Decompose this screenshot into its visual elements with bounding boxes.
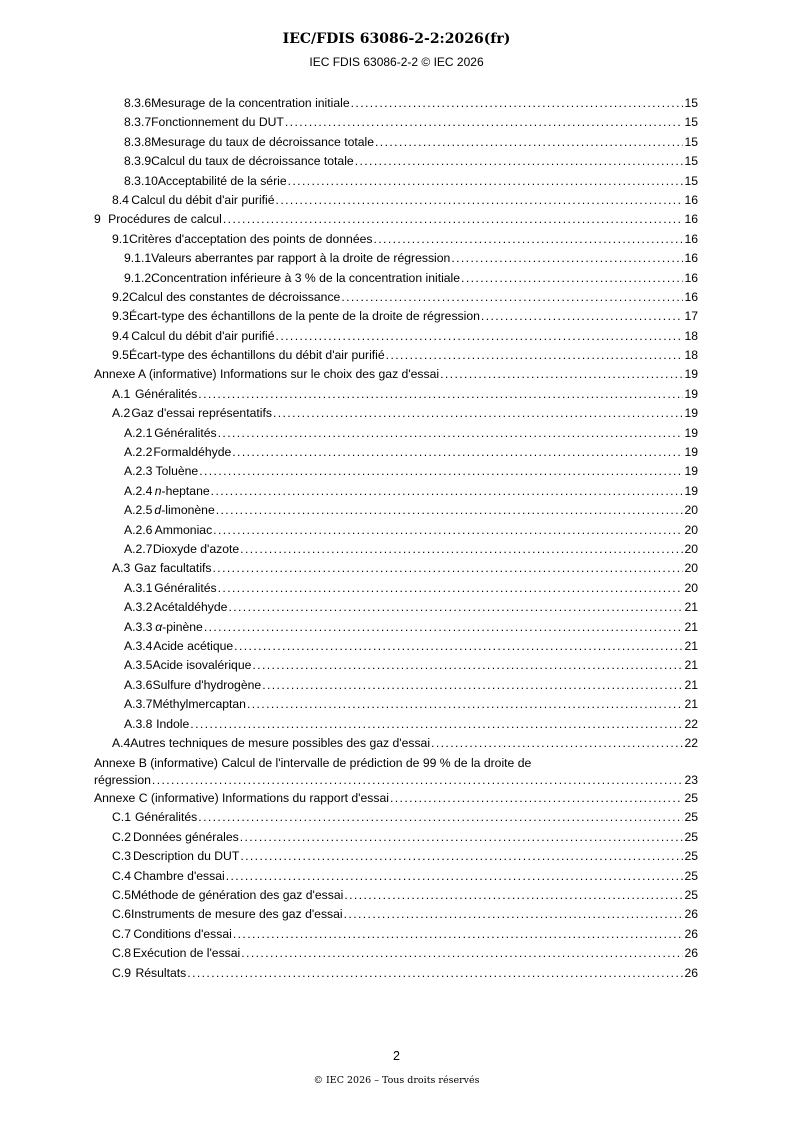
toc-entry[interactable] xyxy=(94,847,698,866)
toc-entry[interactable] xyxy=(94,598,698,617)
toc-dot-leader xyxy=(226,867,684,886)
toc-entry-title: Mesurage du taux de décroissance totale xyxy=(151,134,375,149)
toc-entry-title: Mesurage de la concentration initiale xyxy=(151,96,350,110)
toc-entry-page: 21 xyxy=(684,658,698,673)
page-number: 2 xyxy=(393,1049,400,1063)
toc-entry-title: Méthode de génération des gaz d'essai xyxy=(130,888,344,903)
toc-entry-title-continued: régression xyxy=(94,772,151,787)
toc-dot-leader xyxy=(252,656,683,675)
toc-entry[interactable] xyxy=(94,307,698,326)
toc-entry-title: Dioxyde d'azote xyxy=(152,541,240,556)
toc-entry-page: 20 xyxy=(684,580,698,595)
toc-entry[interactable] xyxy=(94,695,698,714)
toc-entry-page: 16 xyxy=(684,212,698,227)
toc-entry[interactable] xyxy=(94,540,698,559)
toc-entry-page: 22 xyxy=(684,716,698,731)
toc-entry-number: A.3.6 xyxy=(124,677,153,692)
toc-entry-number: A.3.8 xyxy=(124,716,153,731)
document-id-header: IEC/FDIS 63086-2-2:2026(fr) xyxy=(282,31,511,47)
toc-dot-leader xyxy=(152,772,684,788)
toc-dot-leader xyxy=(247,695,683,714)
toc-entry[interactable] xyxy=(94,808,698,827)
toc-entry-page: 18 xyxy=(684,348,698,363)
toc-entry-number: 9.2 xyxy=(112,289,129,304)
toc-entry[interactable] xyxy=(94,94,698,113)
table-of-contents xyxy=(94,94,698,983)
toc-entry-title: Toluène xyxy=(155,464,199,479)
toc-entry-page: 19 xyxy=(684,425,698,440)
toc-entry-number: A.2.1 xyxy=(124,425,153,440)
toc-entry-title: Sulfure d'hydrogène xyxy=(152,677,262,692)
toc-entry[interactable] xyxy=(94,618,698,637)
toc-entry-title: Description du DUT xyxy=(132,849,240,864)
toc-entry[interactable] xyxy=(94,656,698,675)
toc-entry-page: 25 xyxy=(684,810,698,825)
toc-dot-leader xyxy=(199,462,683,481)
toc-entry-number: 8.3.8 xyxy=(124,134,152,149)
toc-entry[interactable] xyxy=(94,269,698,288)
toc-entry-page: 15 xyxy=(684,134,698,149)
toc-dot-leader xyxy=(431,734,683,753)
toc-dot-leader xyxy=(223,210,684,229)
toc-entry-title: Calcul du débit d'air purifié xyxy=(131,192,275,207)
toc-dot-leader xyxy=(341,288,683,307)
toc-entry-title: Exécution de l'essai xyxy=(132,946,241,961)
toc-entry-number: A.3 xyxy=(112,561,131,576)
toc-entry-number: C.3 xyxy=(112,849,131,864)
toc-entry-page: 25 xyxy=(684,849,698,864)
toc-entry[interactable] xyxy=(94,755,698,788)
toc-dot-leader xyxy=(241,944,683,963)
toc-dot-leader xyxy=(276,191,684,210)
toc-entry-page: 16 xyxy=(684,289,698,304)
toc-dot-leader xyxy=(232,443,683,462)
toc-entry[interactable] xyxy=(94,462,698,481)
toc-entry[interactable] xyxy=(94,113,698,132)
toc-dot-leader xyxy=(233,925,684,944)
toc-entry-number: A.2.6 xyxy=(124,522,153,537)
toc-entry-page: 26 xyxy=(684,965,698,980)
toc-entry-number: A.1 xyxy=(112,386,131,401)
toc-entry[interactable] xyxy=(94,152,698,171)
toc-entry[interactable] xyxy=(94,385,698,404)
toc-entry[interactable] xyxy=(94,365,698,384)
toc-dot-leader xyxy=(240,828,684,847)
toc-entry-number: A.2.4 xyxy=(124,483,153,498)
toc-dot-leader xyxy=(355,152,684,171)
italic-prefix: α xyxy=(155,619,163,634)
toc-entry-number: A.2.2 xyxy=(124,445,153,460)
toc-entry-number: 9.1.2 xyxy=(124,270,152,285)
toc-dot-leader xyxy=(285,113,684,132)
toc-entry-title: n-heptane xyxy=(154,483,210,498)
toc-dot-leader xyxy=(351,94,684,113)
toc-entry-page: 20 xyxy=(684,503,698,518)
toc-entry-title: Indole xyxy=(156,716,190,731)
toc-entry-page: 26 xyxy=(684,946,698,961)
toc-dot-leader xyxy=(262,676,683,695)
toc-entry-title: Procédures de calcul xyxy=(108,212,222,227)
toc-entry[interactable] xyxy=(94,443,698,462)
toc-dot-leader xyxy=(187,964,683,983)
toc-entry-number: 8.3.6 xyxy=(124,96,152,110)
toc-entry-page: 25 xyxy=(684,829,698,844)
toc-entry-title: Annexe A (informative) Informations sur le choix des gaz d'essai xyxy=(94,367,440,382)
toc-dot-leader xyxy=(461,269,683,288)
toc-entry-number: A.3.2 xyxy=(124,600,153,615)
toc-entry-number: C.4 xyxy=(112,868,131,883)
toc-entry-number: 9.3 xyxy=(112,309,129,324)
toc-entry[interactable] xyxy=(94,404,698,423)
toc-entry[interactable] xyxy=(94,133,698,152)
toc-entry-page: 19 xyxy=(684,386,698,401)
toc-entry-number: A.3.5 xyxy=(124,658,153,673)
toc-entry-number: 9.4 xyxy=(112,328,129,343)
toc-entry-number: A.2.5 xyxy=(124,503,153,518)
toc-entry-number: A.2 xyxy=(112,406,131,421)
toc-entry-number: C.9 xyxy=(112,965,131,980)
toc-entry-title: Généralités xyxy=(134,386,198,401)
italic-prefix: d xyxy=(154,503,162,518)
toc-dot-leader xyxy=(386,346,684,365)
toc-entry-number: A.2.3 xyxy=(124,464,153,479)
toc-dot-leader xyxy=(190,715,683,734)
toc-entry[interactable] xyxy=(94,501,698,520)
toc-entry-title: α-pinène xyxy=(155,619,203,634)
toc-entry-page: 21 xyxy=(684,638,698,653)
toc-entry-title: Généralités xyxy=(154,580,217,595)
toc-entry-title: Concentration inférieure à 3 % de la concentration initiale xyxy=(151,270,461,285)
toc-dot-leader xyxy=(375,133,683,152)
toc-entry-page: 19 xyxy=(684,445,698,460)
toc-entry-number: A.3.1 xyxy=(124,580,153,595)
toc-entry-page: 16 xyxy=(684,192,698,207)
toc-entry[interactable] xyxy=(94,327,698,346)
copyright-footer: © IEC 2026 – Tous droits réservés xyxy=(313,1075,480,1086)
toc-entry-title: Critères d'acceptation des points de données xyxy=(128,231,373,246)
toc-entry-title: Acétaldéhyde xyxy=(153,600,228,615)
toc-entry-title: Calcul du débit d'air purifié xyxy=(131,328,275,343)
toc-entry-number: A.3.3 xyxy=(124,619,153,634)
toc-entry-number: A.3.7 xyxy=(124,697,153,712)
toc-entry-number: C.1 xyxy=(112,810,131,825)
toc-entry[interactable] xyxy=(94,637,698,656)
toc-entry-page: 19 xyxy=(684,483,698,498)
toc-entry[interactable] xyxy=(94,249,698,268)
toc-entry-title: Formaldéhyde xyxy=(153,445,232,460)
toc-entry-title: Généralités xyxy=(154,425,217,440)
toc-entry[interactable] xyxy=(94,172,698,191)
toc-entry-title: Ammoniac xyxy=(154,522,213,537)
toc-entry[interactable] xyxy=(94,715,698,734)
toc-dot-leader xyxy=(211,482,684,501)
toc-entry-page: 26 xyxy=(684,926,698,941)
toc-dot-leader xyxy=(273,404,683,423)
toc-dot-leader xyxy=(481,307,684,326)
toc-dot-leader xyxy=(204,618,684,637)
toc-entry-page: 25 xyxy=(684,791,698,806)
toc-entry[interactable] xyxy=(94,964,698,983)
toc-entry-number: C.5 xyxy=(112,888,131,903)
toc-entry-title: Acceptabilité de la série xyxy=(157,173,287,188)
toc-entry-title: Données générales xyxy=(132,829,239,844)
toc-dot-leader xyxy=(240,540,683,559)
toc-entry-title: Calcul des constantes de décroissance xyxy=(128,289,341,304)
toc-entry[interactable] xyxy=(94,482,698,501)
toc-entry-number: C.8 xyxy=(112,946,131,961)
toc-entry-title: Chambre d'essai xyxy=(133,868,225,883)
toc-entry-page: 15 xyxy=(684,173,698,188)
toc-entry-number: 8.4 xyxy=(112,192,129,207)
toc-dot-leader xyxy=(216,501,684,520)
toc-dot-leader xyxy=(440,365,683,384)
toc-entry-title: Instruments de mesure des gaz d'essai xyxy=(130,907,343,922)
toc-entry-page: 22 xyxy=(684,735,698,750)
toc-entry-page: 17 xyxy=(684,309,698,324)
toc-entry-title: Écart-type des échantillons du débit d'air purifié xyxy=(128,348,385,363)
toc-entry[interactable] xyxy=(94,346,698,365)
toc-entry-page: 16 xyxy=(684,231,698,246)
toc-entry-page: 19 xyxy=(684,464,698,479)
toc-entry-number: 9.5 xyxy=(112,348,129,363)
toc-entry[interactable] xyxy=(94,925,698,944)
toc-entry-page: 26 xyxy=(684,907,698,922)
toc-entry-title: Gaz d'essai représentatifs xyxy=(131,406,272,421)
toc-entry-number: A.3.4 xyxy=(124,638,153,653)
toc-dot-leader xyxy=(198,385,683,404)
toc-entry-page: 20 xyxy=(684,561,698,576)
toc-entry-title: Gaz facultatifs xyxy=(134,561,212,576)
toc-dot-leader xyxy=(218,579,684,598)
toc-entry-title: Calcul du taux de décroissance totale xyxy=(151,154,354,169)
toc-entry-page: 20 xyxy=(684,541,698,556)
toc-entry-page: 15 xyxy=(684,154,698,169)
toc-entry-title: Fonctionnement du DUT xyxy=(151,115,284,130)
toc-dot-leader xyxy=(213,521,683,540)
toc-entry-title: Résultats xyxy=(135,965,187,980)
toc-entry-page: 21 xyxy=(684,677,698,692)
toc-entry-number: 8.3.10 xyxy=(124,173,158,188)
toc-entry-title: Valeurs aberrantes par rapport à la droite de régression xyxy=(151,251,451,266)
toc-entry-title: Méthylmercaptan xyxy=(152,697,246,712)
toc-entry[interactable] xyxy=(94,886,698,905)
toc-entry-title: Annexe B (informative) Calcul de l'intervalle de prédiction de 99 % de la droite de xyxy=(94,756,532,771)
toc-dot-leader xyxy=(344,905,684,924)
toc-dot-leader xyxy=(213,559,684,578)
toc-dot-leader xyxy=(390,789,683,808)
toc-entry-page: 25 xyxy=(684,888,698,903)
toc-entry-title: d-limonène xyxy=(154,503,215,518)
toc-entry[interactable] xyxy=(94,288,698,307)
toc-entry-page: 18 xyxy=(684,328,698,343)
toc-entry[interactable] xyxy=(94,230,698,249)
toc-entry[interactable] xyxy=(94,191,698,210)
toc-entry[interactable] xyxy=(94,789,698,808)
toc-entry-page: 15 xyxy=(684,115,698,130)
toc-entry-number: 9 xyxy=(94,212,101,227)
toc-entry-number: 8.3.7 xyxy=(124,115,152,130)
toc-entry-title: Autres techniques de mesure possibles des gaz d'essai xyxy=(130,735,431,750)
toc-entry[interactable] xyxy=(94,210,698,229)
toc-dot-leader xyxy=(373,230,683,249)
toc-entry[interactable] xyxy=(94,676,698,695)
toc-dot-leader xyxy=(276,327,684,346)
toc-entry-page: 16 xyxy=(684,270,698,285)
toc-dot-leader xyxy=(218,424,684,443)
toc-entry-page: 25 xyxy=(684,868,698,883)
toc-entry-page: 21 xyxy=(684,600,698,615)
toc-entry[interactable] xyxy=(94,905,698,924)
italic-prefix: n xyxy=(154,483,162,498)
toc-entry-page: 21 xyxy=(684,697,698,712)
toc-dot-leader xyxy=(344,886,683,905)
toc-entry[interactable] xyxy=(94,944,698,963)
toc-dot-leader xyxy=(228,598,683,617)
toc-entry-page: 21 xyxy=(684,619,698,634)
toc-dot-leader xyxy=(234,637,683,656)
toc-entry-page: 16 xyxy=(684,251,698,266)
toc-entry-title: Annexe C (informative) Informations du rapport d'essai xyxy=(94,791,389,806)
toc-entry-page: 23 xyxy=(684,772,698,787)
toc-entry[interactable] xyxy=(94,521,698,540)
toc-entry-page: 19 xyxy=(684,367,698,382)
toc-entry-page: 20 xyxy=(684,522,698,537)
toc-entry[interactable] xyxy=(94,559,698,578)
document-subheader: IEC FDIS 63086-2-2 © IEC 2026 xyxy=(309,55,484,69)
toc-entry-number: C.2 xyxy=(112,829,131,844)
toc-entry[interactable] xyxy=(94,867,698,886)
toc-entry-number: 9.1 xyxy=(112,231,129,246)
toc-entry[interactable] xyxy=(94,828,698,847)
toc-entry-number: C.7 xyxy=(112,926,131,941)
toc-entry-number: A.2.7 xyxy=(124,541,153,556)
toc-entry-title: Écart-type des échantillons de la pente de la droite de régression xyxy=(128,309,480,324)
toc-entry-page: 15 xyxy=(684,96,698,110)
toc-dot-leader xyxy=(451,249,683,268)
toc-entry-number: 9.1.1 xyxy=(124,251,152,266)
toc-entry-number: C.6 xyxy=(112,907,131,922)
toc-entry-title: Acide isovalérique xyxy=(152,658,252,673)
toc-entry-number: A.4 xyxy=(112,735,131,750)
toc-dot-leader xyxy=(240,847,683,866)
toc-dot-leader xyxy=(198,808,683,827)
toc-entry-title: Conditions d'essai xyxy=(133,926,232,941)
toc-entry-page: 19 xyxy=(684,406,698,421)
toc-entry-title: Généralités xyxy=(134,810,198,825)
toc-entry-number: 8.3.9 xyxy=(124,154,152,169)
toc-dot-leader xyxy=(288,172,684,191)
toc-entry[interactable] xyxy=(94,734,698,753)
toc-entry[interactable] xyxy=(94,424,698,443)
toc-entry[interactable] xyxy=(94,579,698,598)
toc-entry-title: Acide acétique xyxy=(153,638,234,653)
